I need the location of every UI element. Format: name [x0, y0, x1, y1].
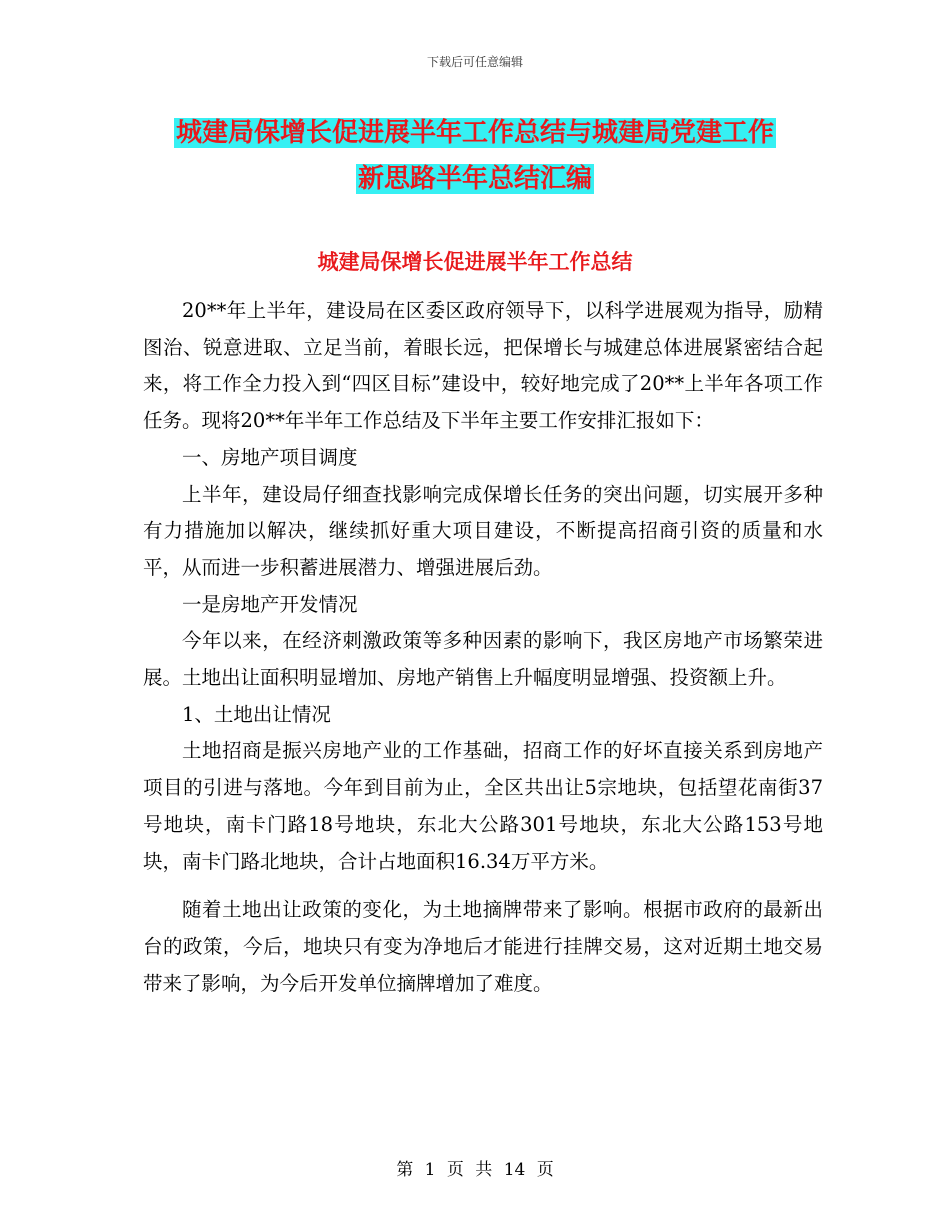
- paragraph-land-transfer-details: 土地招商是振兴房地产业的工作基础，招商工作的好坏直接关系到房地产项目的引进与落地。今年到目前为止，全区共出让5宗地块，包括望花南街37号地块，南卡门路18号地块，东北大公路301号地块，东北大公路153号地块，南卡门路北地块，合计占地面积16.34万平方米。: [143, 739, 823, 873]
- paragraph-first-half-measures: 上半年，建设局仔细查找影响完成保增长任务的突出问题，切实展开多种有力措施加以解决，继续抓好重大项目建设，不断提高招商引资的质量和水平，从而进一步积蓄进展潜力、增强进展后劲。: [143, 482, 823, 579]
- document-title: [140, 110, 810, 202]
- paragraph-policy-impact: 随着土地出让政策的变化，为土地摘牌带来了影响。根据市政府的最新出台的政策，今后，地块只有变为净地后才能进行挂牌交易，这对近期土地交易带来了影响，为今后开发单位摘牌增加了难度。: [143, 898, 823, 995]
- heading-real-estate-development: 一是房地产开发情况: [182, 592, 358, 616]
- paragraph-market-overview: 今年以来，在经济刺激政策等多种因素的影响下，我区房地产市场繁荣进展。土地出让面积明显增加、房地产销售上升幅度明显增强、投资额上升。: [143, 629, 823, 690]
- heading-land-transfer: 1、土地出让情况: [182, 702, 331, 726]
- document-title-line-1: 城建局保增长促进展半年工作总结与城建局党建工作: [175, 118, 774, 148]
- section-title: 城建局保增长促进展半年工作总结: [317, 250, 633, 274]
- document-title-line-2: 新思路半年总结汇编: [357, 164, 592, 194]
- document-body: [143, 293, 823, 1002]
- heading-real-estate-scheduling: 一、房地产项目调度: [182, 445, 358, 469]
- paragraph-intro: 20**年上半年，建设局在区委区政府领导下，以科学进展观为指导，励精图治、锐意进取、立足当前，着眼长远，把保增长与城建总体进展紧密结合起来，将工作全力投入到“四区目标”建设中，较好地完成了20**上半年各项工作任务。现将20**年半年工作总结及下半年主要工作安排汇报如下：: [143, 299, 823, 433]
- header-note: 下载后可任意编辑: [426, 55, 523, 69]
- page-footer: 第 1 页 共 14 页: [396, 1160, 554, 1180]
